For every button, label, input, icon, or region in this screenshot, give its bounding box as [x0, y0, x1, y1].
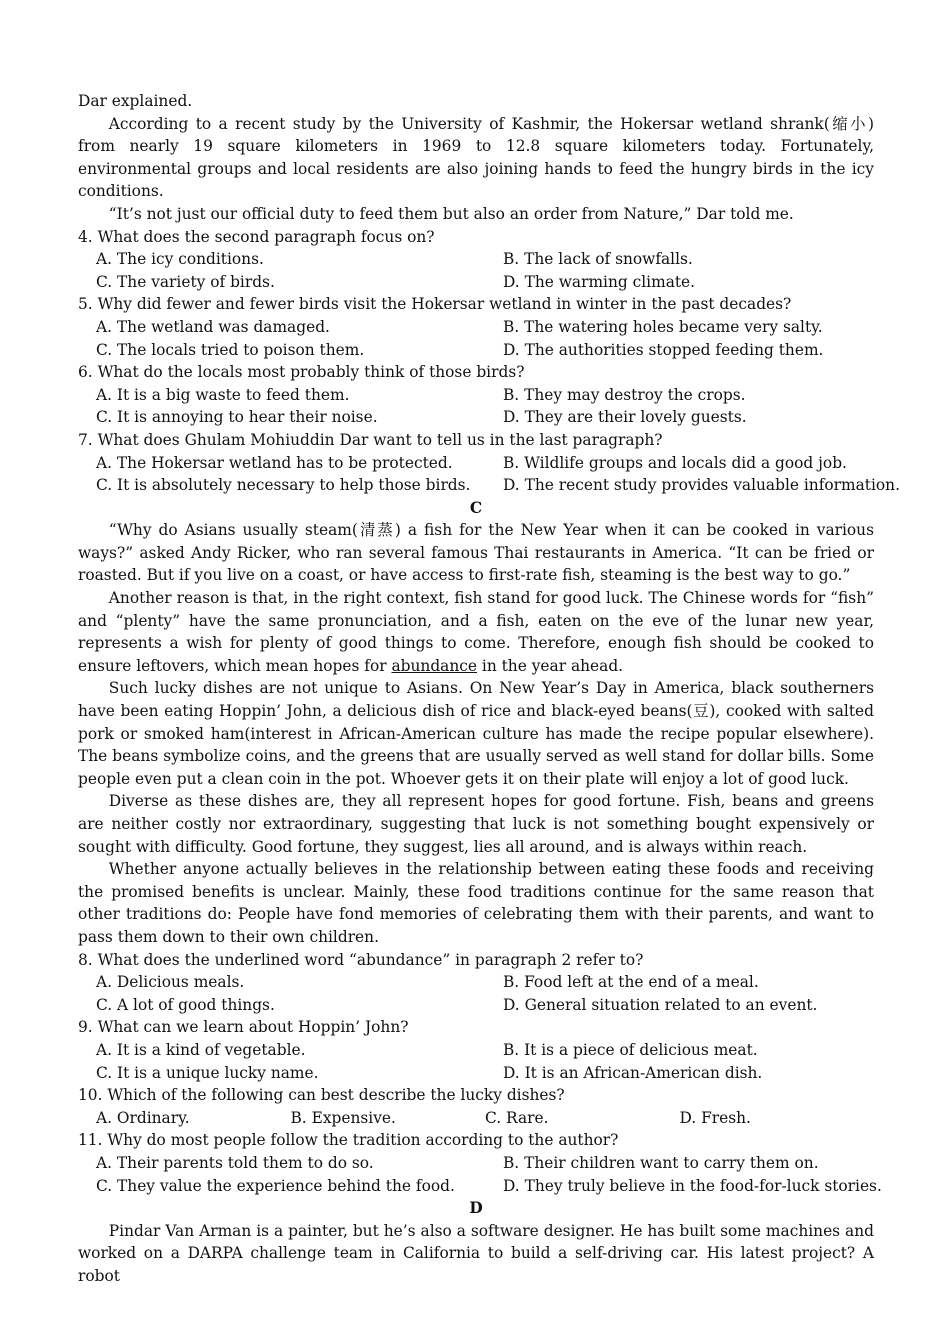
passage-b-paragraph: According to a recent study by the University of Kashmir, the Hokersar wetland shrank(缩小) from nearly 19 square kilometers in 1969 to 12.8 square kilometers today. Fortunately, environmental groups and local residents are also joining hands to feed the hungry birds in the icy conditions. [78, 114, 874, 201]
passage-b-line-end: Dar explained. [78, 92, 193, 110]
question-stem: 10. Which of the following can best describe the lucky dishes? [78, 1086, 565, 1105]
option-d: D. General situation related to an event. [503, 995, 818, 1014]
option-b: B. The lack of snowfalls. [503, 250, 693, 269]
answer-options [78, 248, 874, 293]
option-a: A. The icy conditions. [96, 250, 264, 269]
passage-c-paragraph-3: Such lucky dishes are not unique to Asians. On New Year’s Day in America, black southerners have been eating Hoppin’ John, a delicious dish of rice and black-eyed beans(豆), cooked with salted pork or smoked ham(interest in African-American culture has made the recipe popular elsewhere). The beans symbolize coins, and the greens that are usually served as well stand for dollar bills. Some people even put a clean coin in the pot. Whoever gets it on their plate will enjoy a lot of good luck. [78, 679, 874, 788]
option-b: B. The watering holes became very salty. [503, 317, 823, 336]
option-a: A. Their parents told them to do so. [96, 1153, 374, 1172]
answer-options [78, 316, 874, 361]
answer-options [78, 1107, 874, 1130]
question-stem: 7. What does Ghulam Mohiuddin Dar want to tell us in the last paragraph? [78, 430, 663, 449]
option-b: B. It is a piece of delicious meat. [503, 1040, 758, 1059]
option-a: A. Ordinary. [96, 1108, 190, 1127]
option-d: D. Fresh. [679, 1108, 751, 1127]
answer-options [78, 1039, 874, 1084]
option-c: C. It is annoying to hear their noise. [96, 408, 378, 427]
option-c: C. It is absolutely necessary to help those birds. [96, 476, 471, 495]
paragraph-text: in the year ahead. [477, 656, 624, 675]
question-stem: 8. What does the underlined word “abundance” in paragraph 2 refer to? [78, 950, 644, 969]
option-c: C. Rare. [485, 1108, 549, 1127]
passage-c-paragraph-1: “Why do Asians usually steam(清蒸) a fish for the New Year when it can be cooked in various ways?” asked Andy Ricker, who ran several famous Thai restaurants in America. “It can be fried or roasted. But if you live on a coast, or have access to first-rate fish, steaming is the best way to go.” [78, 521, 874, 585]
option-c: C. They value the experience behind the food. [96, 1176, 455, 1195]
option-d: D. The authorities stopped feeding them. [503, 340, 824, 359]
option-d: D. They are their lovely guests. [503, 408, 747, 427]
option-a: A. The wetland was damaged. [96, 317, 330, 336]
option-b: B. They may destroy the crops. [503, 385, 746, 404]
option-c: C. The locals tried to poison them. [96, 340, 365, 359]
option-a: A. The Hokersar wetland has to be protected. [96, 453, 453, 472]
passage-d-paragraph-1: Pindar Van Arman is a painter, but he’s also a software designer. He has built some machines and worked on a DARPA challenge team in California to build a self-driving car. His latest project? A robot [78, 1221, 874, 1285]
answer-options [78, 971, 874, 1016]
option-b: B. Wildlife groups and locals did a good job. [503, 453, 847, 472]
answer-options [78, 1152, 882, 1197]
question-stem: 5. Why did fewer and fewer birds visit the Hokersar wetland in winter in the past decades? [78, 295, 792, 314]
exam-page [78, 90, 900, 1287]
passage-b-paragraph: “It’s not just our official duty to feed them but also an order from Nature,” Dar told me. [108, 204, 794, 223]
answer-options [78, 452, 900, 497]
option-d: D. The recent study provides valuable information. [503, 476, 900, 495]
option-c: C. The variety of birds. [96, 272, 275, 291]
answer-options [78, 384, 874, 429]
passage-c-paragraph-2 [78, 587, 874, 677]
option-b: B. Their children want to carry them on. [503, 1153, 819, 1172]
option-b: B. Expensive. [290, 1108, 396, 1127]
passage-c-paragraph-5: Whether anyone actually believes in the relationship between eating these foods and receiving the promised benefits is unclear. Mainly, these food traditions continue for the same reason that other traditions do: People have fond memories of celebrating them with their parents, and want to pass them down to their own children. [78, 860, 874, 946]
section-heading-c: C [469, 498, 483, 517]
option-c: C. It is a unique lucky name. [96, 1063, 319, 1082]
option-d: D. The warming climate. [503, 272, 696, 291]
underlined-word: abundance [391, 656, 477, 675]
option-c: C. A lot of good things. [96, 995, 275, 1014]
option-a: A. It is a big waste to feed them. [96, 385, 350, 404]
question-stem: 4. What does the second paragraph focus on? [78, 227, 435, 246]
question-stem: 11. Why do most people follow the tradition according to the author? [78, 1131, 619, 1150]
question-stem: 9. What can we learn about Hoppin’ John? [78, 1018, 409, 1037]
paragraph-text: Another reason is that, in the right context, fish stand for good luck. The Chinese words for “fish” and “plenty” have the same pronunciation, and a fish, eaten on the eve of the lunar new year, represents a wish for plenty of good things to come. Therefore, enough fish should be cooked to ensure leftovers, which mean hopes for [78, 589, 874, 675]
option-d: D. They truly believe in the food-for-luck stories. [503, 1176, 882, 1195]
option-a: A. Delicious meals. [96, 973, 245, 992]
option-a: A. It is a kind of vegetable. [96, 1040, 306, 1059]
option-d: D. It is an African-American dish. [503, 1063, 763, 1082]
question-stem: 6. What do the locals most probably think of those birds? [78, 363, 525, 382]
option-b: B. Food left at the end of a meal. [503, 973, 759, 992]
passage-c-paragraph-4: Diverse as these dishes are, they all represent hopes for good fortune. Fish, beans and greens are neither costly nor extraordinary, suggesting that luck is not something bought expensively or sought with difficulty. Good fortune, they suggest, lies all around, and is always within reach. [78, 792, 874, 856]
section-heading-d: D [469, 1199, 483, 1218]
